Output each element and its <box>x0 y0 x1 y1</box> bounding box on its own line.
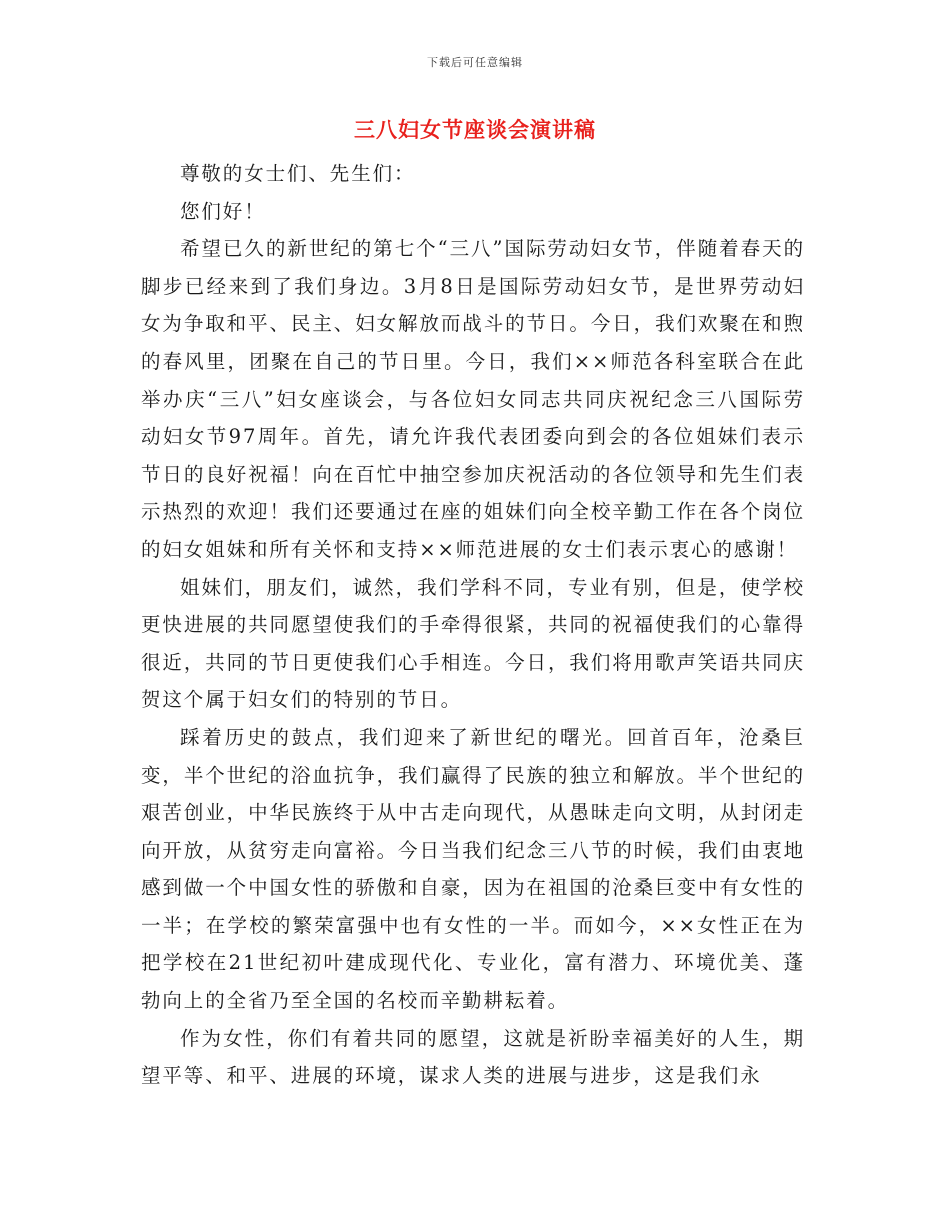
salutation: 尊敬的女士们、先生们： <box>180 162 416 185</box>
document-body <box>141 155 805 1095</box>
paragraph: 作为女性，你们有着共同的愿望，这就是祈盼幸福美好的人生，期望平等、和平、进展的环境，谋求人类的进展与进步，这是我们永 <box>141 1026 805 1088</box>
paragraph: 踩着历史的鼓点，我们迎来了新世纪的曙光。回首百年，沧桑巨变，半个世纪的浴血抗争，我们赢得了民族的独立和解放。半个世纪的艰苦创业，中华民族终于从中古走向现代，从愚昧走向文明，从封闭走向开放，从贫穷走向富裕。今日当我们纪念三八节的时候，我们由衷地感到做一个中国女性的骄傲和自豪，因为在祖国的沧桑巨变中有女性的一半；在学校的繁荣富强中也有女性的一半。而如今，××女性正在为把学校在21世纪初叶建成现代化、专业化，富有潜力、环境优美、蓬勃向上的全省乃至全国的名校而辛勤耕耘着。 <box>141 725 805 1013</box>
paragraph: 希望已久的新世纪的第七个“三八”国际劳动妇女节，伴随着春天的脚步已经来到了我们身边。3月8日是国际劳动妇女节，是世界劳动妇女为争取和平、民主、妇女解放而战斗的节日。今日，我们欢聚在和煦的春风里，团聚在自己的节日里。今日，我们××师范各科室联合在此举办庆“三八”妇女座谈会，与各位妇女同志共同庆祝纪念三八国际劳动妇女节97周年。首先，请允许我代表团委向到会的各位姐妹们表示节日的良好祝福！向在百忙中抽空参加庆祝活动的各位领导和先生们表示热烈的欢迎！我们还要通过在座的姐妹们向全校辛勤工作在各个岗位的妇女姐妹和所有关怀和支持××师范进展的女士们表示衷心的感谢！ <box>141 237 805 561</box>
paragraph: 姐妹们，朋友们，诚然，我们学科不同，专业有别，但是，使学校更快进展的共同愿望使我们的手牵得很紧，共同的祝福使我们的心靠得很近，共同的节日更使我们心手相连。今日，我们将用歌声笑语共同庆贺这个属于妇女们的特别的节日。 <box>141 575 805 712</box>
greeting: 您们好！ <box>180 199 266 223</box>
document-title: 三八妇女节座谈会演讲稿 <box>354 117 596 142</box>
header-note: 下载后可任意编辑 <box>427 56 523 69</box>
